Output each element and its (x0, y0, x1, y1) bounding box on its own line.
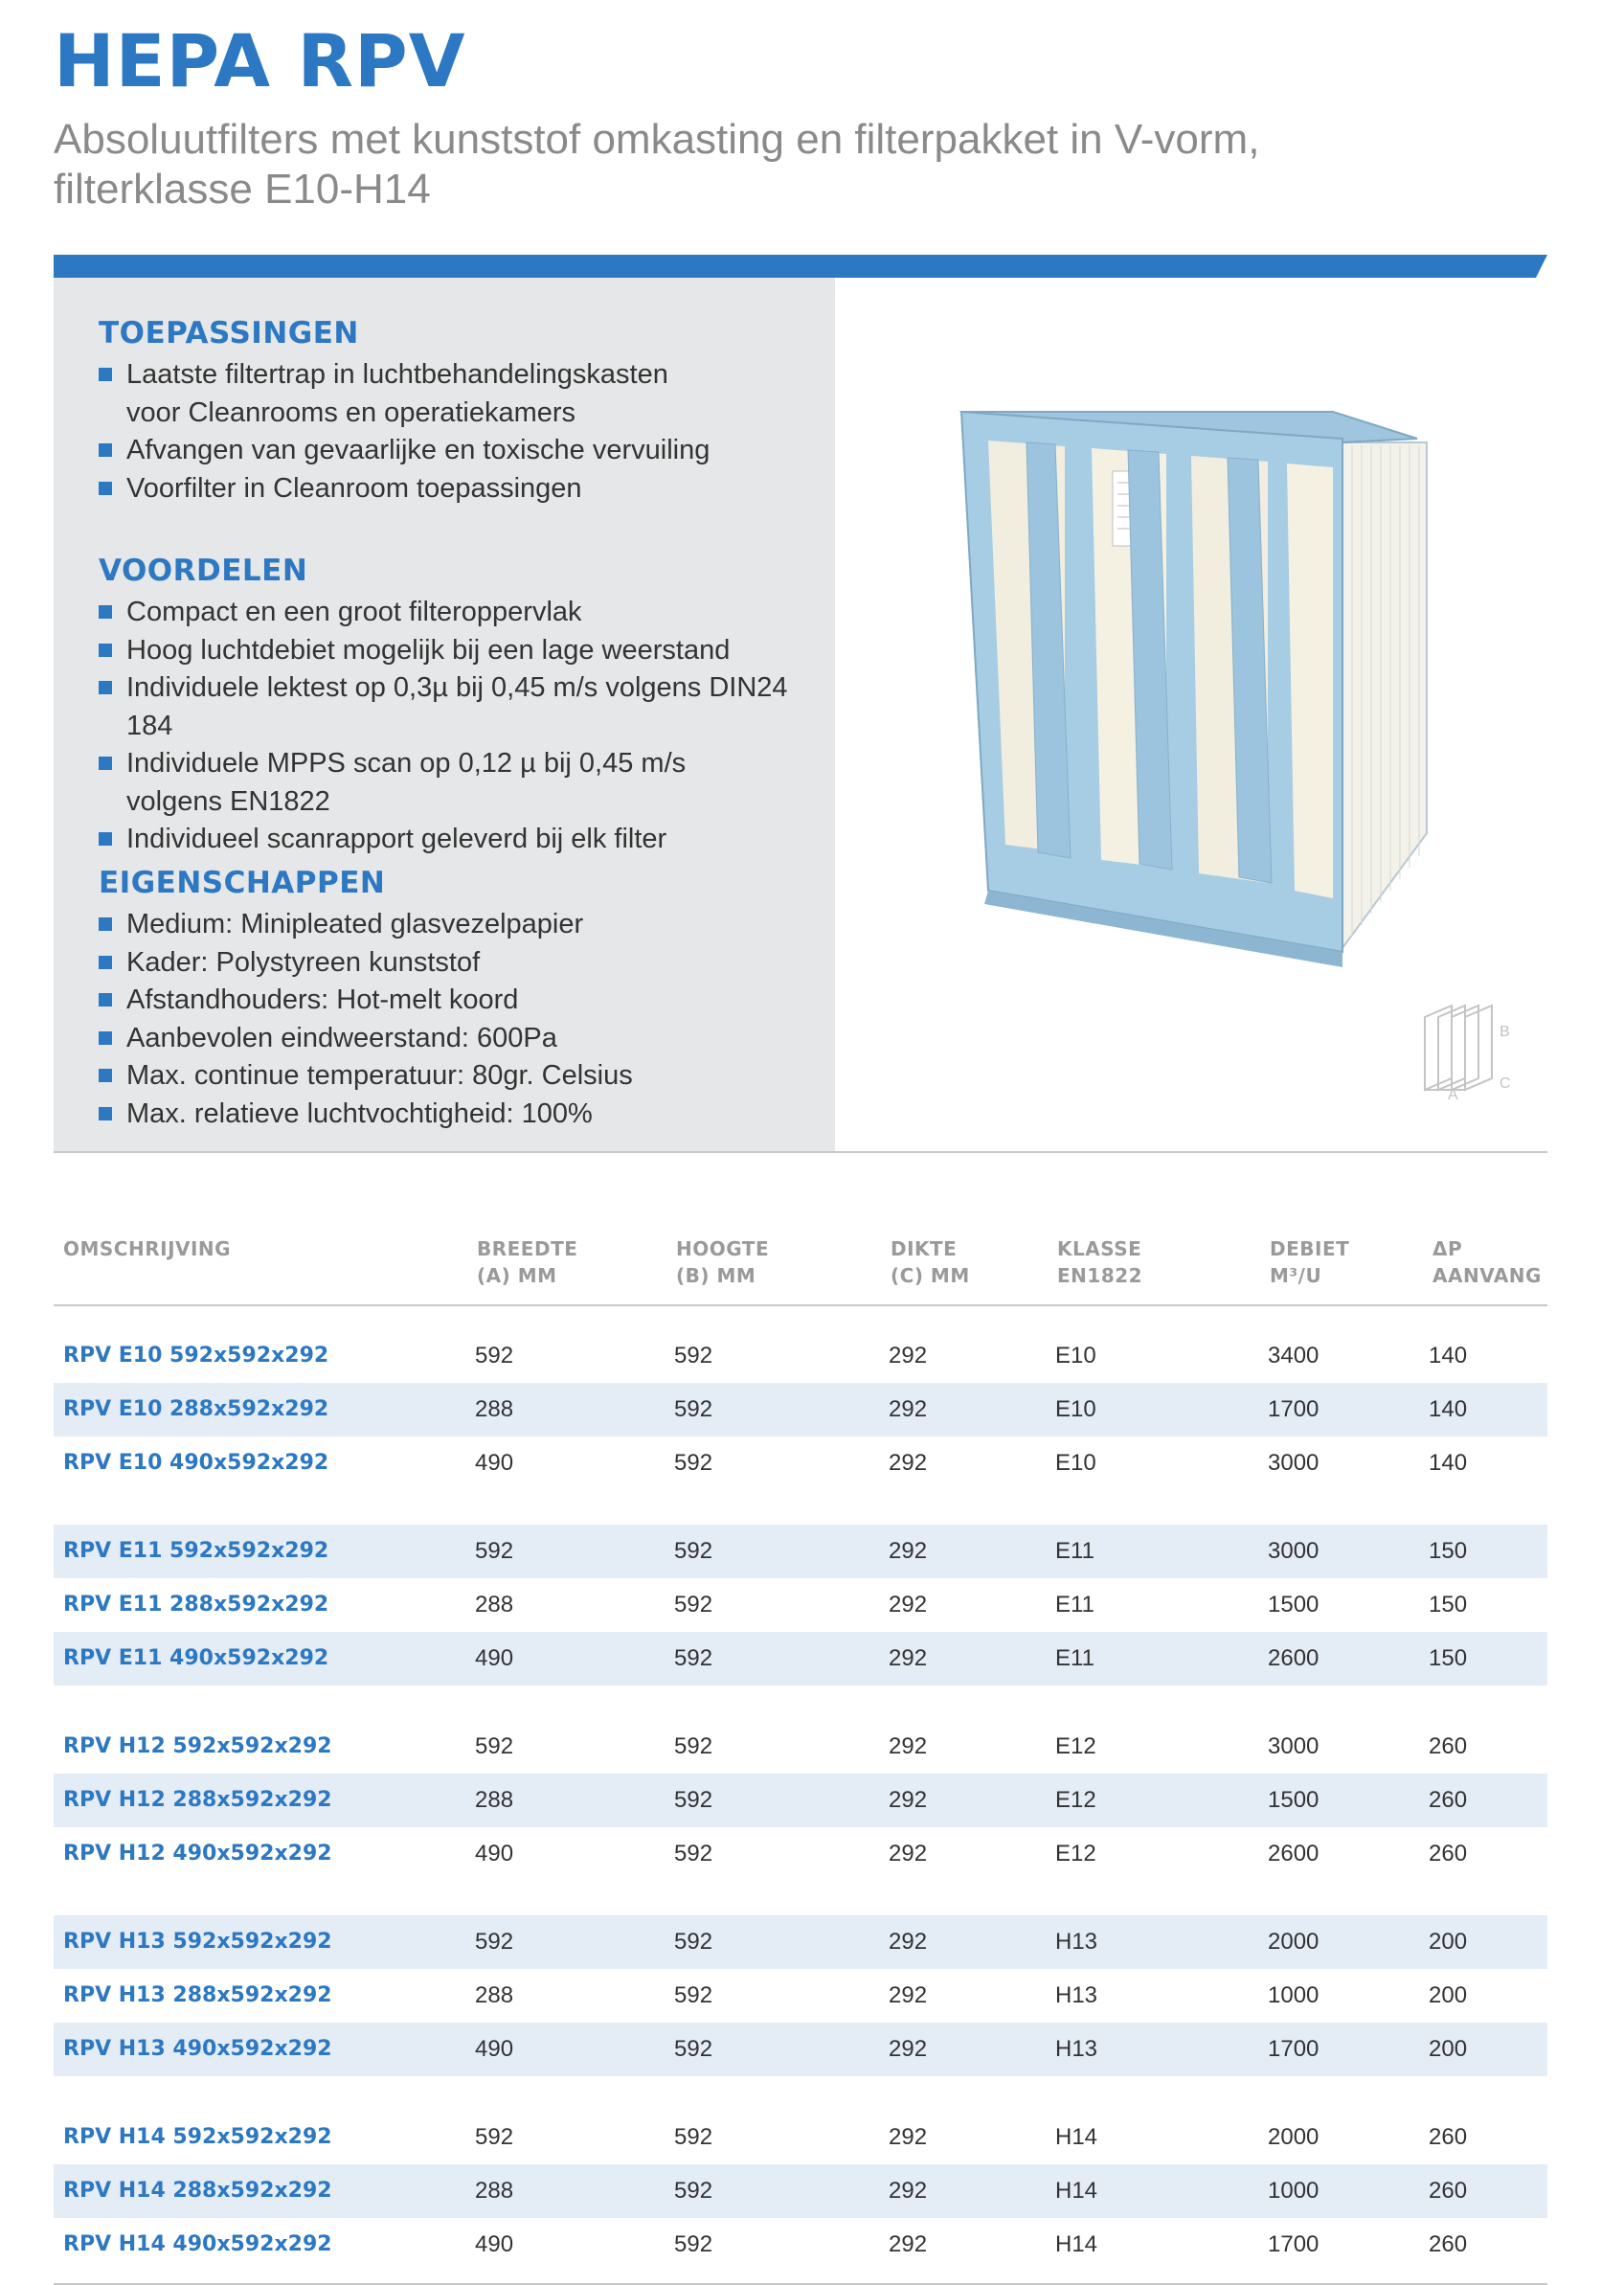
column-header: BREEDTE (A) MM (477, 1237, 578, 1287)
table-cell: 288 (475, 1592, 514, 1618)
list-item: Afvangen van gevaarlijke en toxische vervuiling (99, 432, 710, 470)
table-row (54, 2111, 1547, 2164)
table-cell: E12 (1055, 1733, 1096, 1759)
list-item: Voorfilter in Cleanroom toepassingen (99, 470, 710, 509)
list-item: Kader: Polystyreen kunststof (99, 944, 633, 983)
table-cell: 3400 (1268, 1343, 1320, 1369)
section-heading: VOORDELEN (99, 554, 308, 588)
accent-bar (54, 255, 1547, 278)
table-cell: 260 (1429, 1841, 1468, 1866)
table-cell: 490 (475, 1450, 514, 1476)
square-bullet-icon (99, 993, 112, 1007)
table-cell: 1500 (1268, 1787, 1320, 1813)
product-name-cell: RPV H14 592x592x292 (63, 2125, 332, 2149)
table-cell: H14 (1055, 2178, 1098, 2204)
table-row (54, 1915, 1547, 1969)
divider (54, 1151, 1547, 1153)
table-cell: 292 (889, 1982, 928, 2008)
table-row-group (54, 1525, 1547, 1685)
table-cell: 150 (1429, 1592, 1468, 1618)
table-cell: 3000 (1268, 1538, 1320, 1564)
table-cell: 292 (889, 1538, 928, 1564)
table-cell: 150 (1429, 1645, 1468, 1671)
product-name-cell: RPV H13 592x592x292 (63, 1930, 332, 1954)
table-cell: 288 (475, 1396, 514, 1422)
product-name-cell: RPV H12 288x592x292 (63, 1788, 332, 1812)
table-cell: 592 (674, 2231, 713, 2257)
square-bullet-icon (99, 1107, 112, 1120)
list-item: Individuele MPPS scan op 0,12 µ bij 0,45 m/s volgens EN1822 (99, 745, 835, 821)
square-bullet-icon (99, 681, 112, 694)
list-item: Max. continue temperatuur: 80gr. Celsius (99, 1057, 633, 1096)
table-cell: E10 (1055, 1450, 1096, 1476)
table-cell: 292 (889, 1841, 928, 1866)
table-cell: 592 (674, 1841, 713, 1866)
list-item: Compact en een groot filteroppervlak (99, 594, 835, 632)
table-cell: 592 (475, 1343, 514, 1369)
column-header: OMSCHRIJVING (63, 1237, 232, 1260)
table-cell: 1700 (1268, 2231, 1320, 2257)
square-bullet-icon (99, 1069, 112, 1082)
table-cell: 3000 (1268, 1733, 1320, 1759)
diagram-label-c: C (1500, 1075, 1511, 1092)
square-bullet-icon (99, 917, 112, 931)
table-cell: 260 (1429, 1733, 1468, 1759)
table-cell: 2000 (1268, 2124, 1320, 2150)
table-cell: 2000 (1268, 1929, 1320, 1955)
section-voordelen (99, 554, 835, 859)
table-cell: E11 (1055, 1645, 1094, 1671)
table-cell: 2600 (1268, 1841, 1320, 1866)
table-cell: 592 (475, 2124, 514, 2150)
product-name-cell: RPV E11 490x592x292 (63, 1646, 329, 1670)
table-row (54, 1774, 1547, 1827)
product-name-cell: RPV H14 288x592x292 (63, 2179, 332, 2203)
table-cell: 292 (889, 1343, 928, 1369)
table-cell: H14 (1055, 2124, 1098, 2150)
diagram-label-b: B (1500, 1024, 1510, 1040)
table-cell: 200 (1429, 1982, 1468, 2008)
table-cell: 140 (1429, 1450, 1468, 1476)
table-row-group (54, 1915, 1547, 2076)
table-cell: 3000 (1268, 1450, 1320, 1476)
square-bullet-icon (99, 482, 112, 495)
spec-table (54, 1235, 1547, 2285)
table-row (54, 2023, 1547, 2076)
table-cell: 1500 (1268, 1592, 1320, 1618)
table-cell: 260 (1429, 1787, 1468, 1813)
table-cell: 2600 (1268, 1645, 1320, 1671)
table-cell: 592 (674, 1929, 713, 1955)
table-row (54, 1437, 1547, 1490)
column-header: DEBIET M³/U (1270, 1237, 1350, 1287)
table-cell: H13 (1055, 1982, 1098, 2008)
table-cell: 260 (1429, 2178, 1468, 2204)
section-eigenschappen (99, 866, 633, 1133)
table-cell: 288 (475, 1787, 514, 1813)
table-cell: E10 (1055, 1396, 1096, 1422)
table-row (54, 1525, 1547, 1578)
table-cell: 490 (475, 1841, 514, 1866)
table-cell: 592 (674, 2124, 713, 2150)
table-cell: 140 (1429, 1396, 1468, 1422)
table-cell: 592 (674, 1733, 713, 1759)
table-cell: 592 (674, 1645, 713, 1671)
table-cell: E12 (1055, 1841, 1096, 1866)
table-cell: 292 (889, 1396, 928, 1422)
product-name-cell: RPV E11 288x592x292 (63, 1593, 329, 1617)
square-bullet-icon (99, 644, 112, 657)
table-cell: 292 (889, 2036, 928, 2062)
table-cell: 490 (475, 2231, 514, 2257)
table-header (54, 1235, 1547, 1302)
table-row (54, 1827, 1547, 1881)
list-item: Max. relatieve luchtvochtigheid: 100% (99, 1096, 633, 1134)
table-cell: 1700 (1268, 1396, 1320, 1422)
table-cell: 1000 (1268, 2178, 1320, 2204)
diagram-label-a: A (1448, 1087, 1458, 1101)
list-item: Laatste filtertrap in luchtbehandelingskasten voor Cleanrooms en operatiekamers (99, 356, 710, 432)
square-bullet-icon (99, 368, 112, 381)
table-cell: 592 (674, 1450, 713, 1476)
table-row (54, 2218, 1547, 2272)
column-header: HOOGTE (B) MM (676, 1237, 770, 1287)
square-bullet-icon (99, 757, 112, 770)
table-cell: 292 (889, 1645, 928, 1671)
table-cell: H13 (1055, 2036, 1098, 2062)
table-cell: 592 (674, 1343, 713, 1369)
table-cell: 592 (475, 1538, 514, 1564)
divider (54, 1304, 1547, 1306)
product-name-cell: RPV E10 592x592x292 (63, 1344, 329, 1368)
product-name-cell: RPV E11 592x592x292 (63, 1539, 329, 1563)
table-cell: 592 (674, 1538, 713, 1564)
column-header: KLASSE EN1822 (1057, 1237, 1143, 1287)
product-name-cell: RPV H12 490x592x292 (63, 1842, 332, 1866)
info-panel (54, 278, 835, 1151)
list-item: Individueel scanrapport geleverd bij elk filter (99, 821, 835, 859)
table-cell: 200 (1429, 1929, 1468, 1955)
table-row-group (54, 1720, 1547, 1881)
dimension-diagram (1419, 996, 1524, 1101)
table-cell: 288 (475, 2178, 514, 2204)
product-name-cell: RPV H12 592x592x292 (63, 1734, 332, 1758)
table-cell: 592 (674, 2036, 713, 2062)
table-cell: 292 (889, 2178, 928, 2204)
square-bullet-icon (99, 443, 112, 457)
square-bullet-icon (99, 1031, 112, 1045)
table-cell: 592 (674, 1592, 713, 1618)
list-item: Hoog luchtdebiet mogelijk bij een lage weerstand (99, 632, 835, 670)
table-cell: E12 (1055, 1787, 1096, 1813)
table-cell: 592 (674, 1787, 713, 1813)
table-cell: 260 (1429, 2231, 1468, 2257)
product-name-cell: RPV E10 490x592x292 (63, 1451, 329, 1475)
section-heading: TOEPASSINGEN (99, 316, 359, 351)
table-cell: 1700 (1268, 2036, 1320, 2062)
list-item: Aanbevolen eindweerstand: 600Pa (99, 1020, 633, 1058)
section-toepassingen (99, 316, 710, 508)
table-cell: E11 (1055, 1538, 1094, 1564)
square-bullet-icon (99, 832, 112, 846)
table-cell: 490 (475, 1645, 514, 1671)
table-row-group (54, 1329, 1547, 1490)
table-cell: 288 (475, 1982, 514, 2008)
page-subtitle: Absoluutfilters met kunststof omkasting en filterpakket in V-vorm, filterklasse E10-H14 (54, 116, 1260, 213)
table-cell: 200 (1429, 2036, 1468, 2062)
table-row-group (54, 2111, 1547, 2272)
list-item: Medium: Minipleated glasvezelpapier (99, 906, 633, 944)
list-item: Individuele lektest op 0,3µ bij 0,45 m/s volgens DIN24 184 (99, 669, 835, 745)
square-bullet-icon (99, 605, 112, 619)
table-cell: 292 (889, 1450, 928, 1476)
table-cell: H13 (1055, 1929, 1098, 1955)
table-cell: 592 (674, 1982, 713, 2008)
table-cell: 150 (1429, 1538, 1468, 1564)
product-name-cell: RPV E10 288x592x292 (63, 1397, 329, 1421)
table-cell: H14 (1055, 2231, 1098, 2257)
table-row (54, 1578, 1547, 1632)
table-cell: 292 (889, 2231, 928, 2257)
table-cell: 292 (889, 1592, 928, 1618)
product-name-cell: RPV H13 288x592x292 (63, 1983, 332, 2007)
product-image-area (835, 278, 1547, 1151)
table-cell: 592 (475, 1929, 514, 1955)
table-cell: 490 (475, 2036, 514, 2062)
square-bullet-icon (99, 956, 112, 969)
table-row (54, 2164, 1547, 2218)
column-header: ΔP AANVANG (1432, 1237, 1542, 1287)
table-body (54, 1329, 1547, 2272)
column-header: DIKTE (C) MM (891, 1237, 970, 1287)
section-heading: EIGENSCHAPPEN (99, 866, 386, 900)
table-row (54, 1329, 1547, 1383)
table-cell: 292 (889, 1733, 928, 1759)
table-cell: E11 (1055, 1592, 1094, 1618)
table-cell: 292 (889, 1929, 928, 1955)
page-title: HEPA RPV (54, 18, 466, 103)
table-cell: 592 (475, 1733, 514, 1759)
table-row (54, 1383, 1547, 1437)
table-cell: 260 (1429, 2124, 1468, 2150)
product-name-cell: RPV H13 490x592x292 (63, 2037, 332, 2061)
table-cell: 592 (674, 2178, 713, 2204)
table-cell: 140 (1429, 1343, 1468, 1369)
product-name-cell: RPV H14 490x592x292 (63, 2232, 332, 2256)
table-row (54, 1720, 1547, 1774)
table-cell: 292 (889, 1787, 928, 1813)
table-cell: 292 (889, 2124, 928, 2150)
table-cell: 592 (674, 1396, 713, 1422)
table-row (54, 1969, 1547, 2023)
table-cell: E10 (1055, 1343, 1096, 1369)
table-row (54, 1632, 1547, 1685)
table-cell: 1000 (1268, 1982, 1320, 2008)
list-item: Afstandhouders: Hot-melt koord (99, 982, 633, 1020)
